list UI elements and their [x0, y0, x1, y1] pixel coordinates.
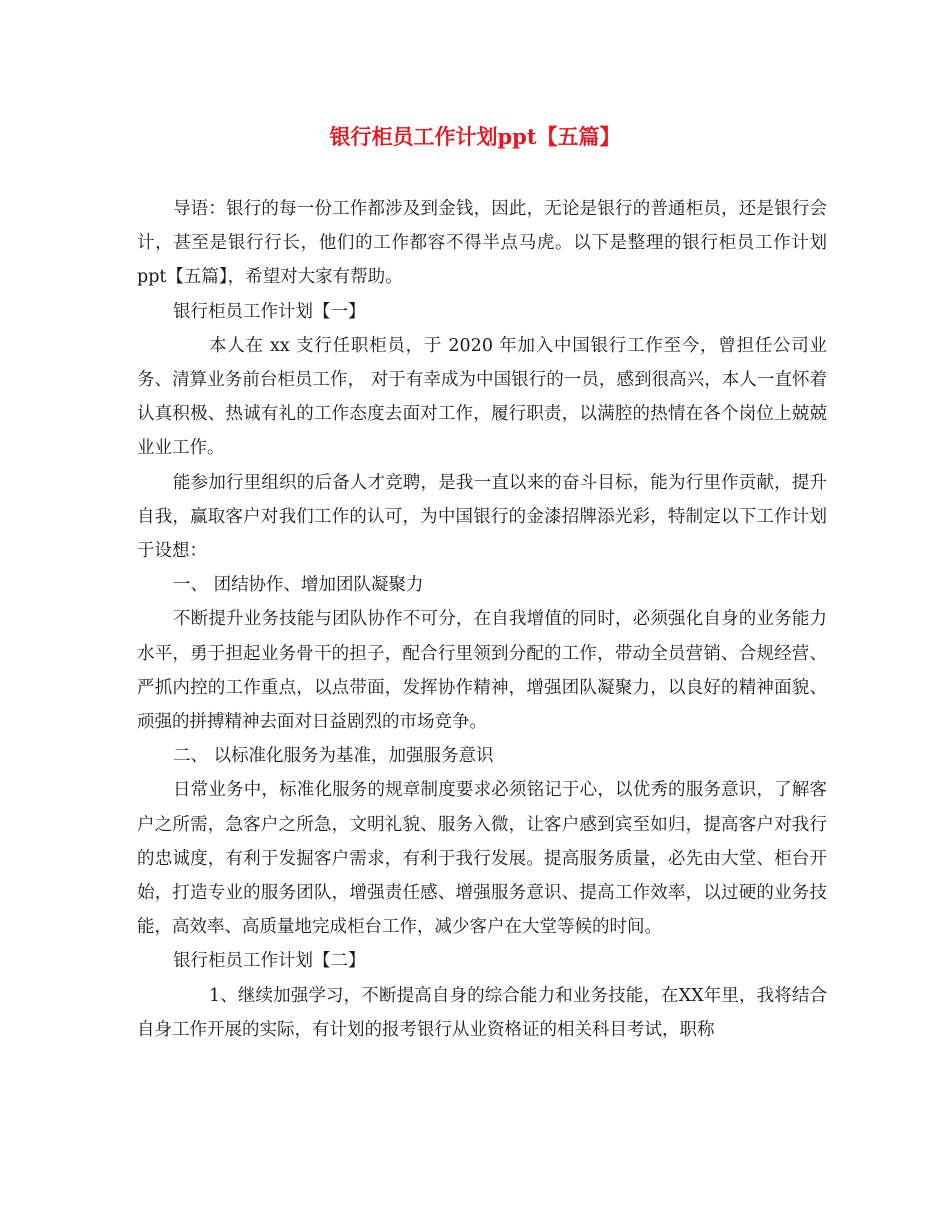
paragraph-study: 1、继续加强学习，不断提高自身的综合能力和业务技能，在XX年里，我将结合自身工作开展的实际，有计划的报考银行从业资格证的相关科目考试，职称 — [137, 985, 827, 1040]
intro-paragraph: 导语：银行的每一份工作都涉及到金钱，因此，无论是银行的普通柜员，还是银行会计，甚至是银行行长，他们的工作都容不得半点马虎。以下是整理的银行柜员工作计划ppt【五篇】，希望对大家有帮助。 — [137, 199, 827, 288]
paragraph-teamwork: 不断提升业务技能与团队协作不可分，在自我增值的同时，必须强化自身的业务能力水平，勇于担起业务骨干的担子，配合行里领到分配的工作，带动全员营销、合规经营、严抓内控的工作重点，以点带面，发挥协作精神，增强团队凝聚力，以良好的精神面貌、顽强的拼搏精神去面对日益剧烈的市场竞争。 — [137, 609, 827, 733]
subheading-teamwork: 一、 团结协作、增加团队凝聚力 — [173, 575, 424, 596]
document-body — [137, 192, 827, 1047]
section-heading-1: 银行柜员工作计划【一】 — [173, 301, 366, 322]
paragraph-goal: 能参加行里组织的后备人才竞聘，是我一直以来的奋斗目标，能为行里作贡献，提升自我，赢取客户对我们工作的认可，为中国银行的金漆招牌添光彩，特制定以下工作计划于设想： — [137, 472, 827, 562]
document-title: 银行柜员工作计划ppt【五篇】 — [329, 124, 621, 149]
subheading-service: 二、 以标准化服务为基准，加强服务意识 — [173, 746, 494, 767]
paragraph-service: 日常业务中，标准化服务的规章制度要求必须铭记于心，以优秀的服务意识，了解客户之所需，急客户之所急，文明礼貌、服务入微，让客户感到宾至如归，提高客户对我行的忠诚度，有利于发掘客户需求，有利于我行发展。提高服务质量，必先由大堂、柜台开始，打造专业的服务团队，增强责任感、增强服务意识、提高工作效率，以过硬的业务技能，高效率、高质量地完成柜台工作，减少客户在大堂等候的时间。 — [137, 780, 827, 938]
paragraph-self-intro: 本人在 xx 支行任职柜员，于 2020 年加入中国银行工作至今，曾担任公司业务、清算业务前台柜员工作， 对于有幸成为中国银行的一员，感到很高兴，本人一直怀着认真积极、热诚有礼的工作态度去面对工作，履行职责，以满腔的热情在各个岗位上兢兢业业工作。 — [137, 335, 827, 459]
section-heading-2: 银行柜员工作计划【二】 — [173, 951, 366, 972]
